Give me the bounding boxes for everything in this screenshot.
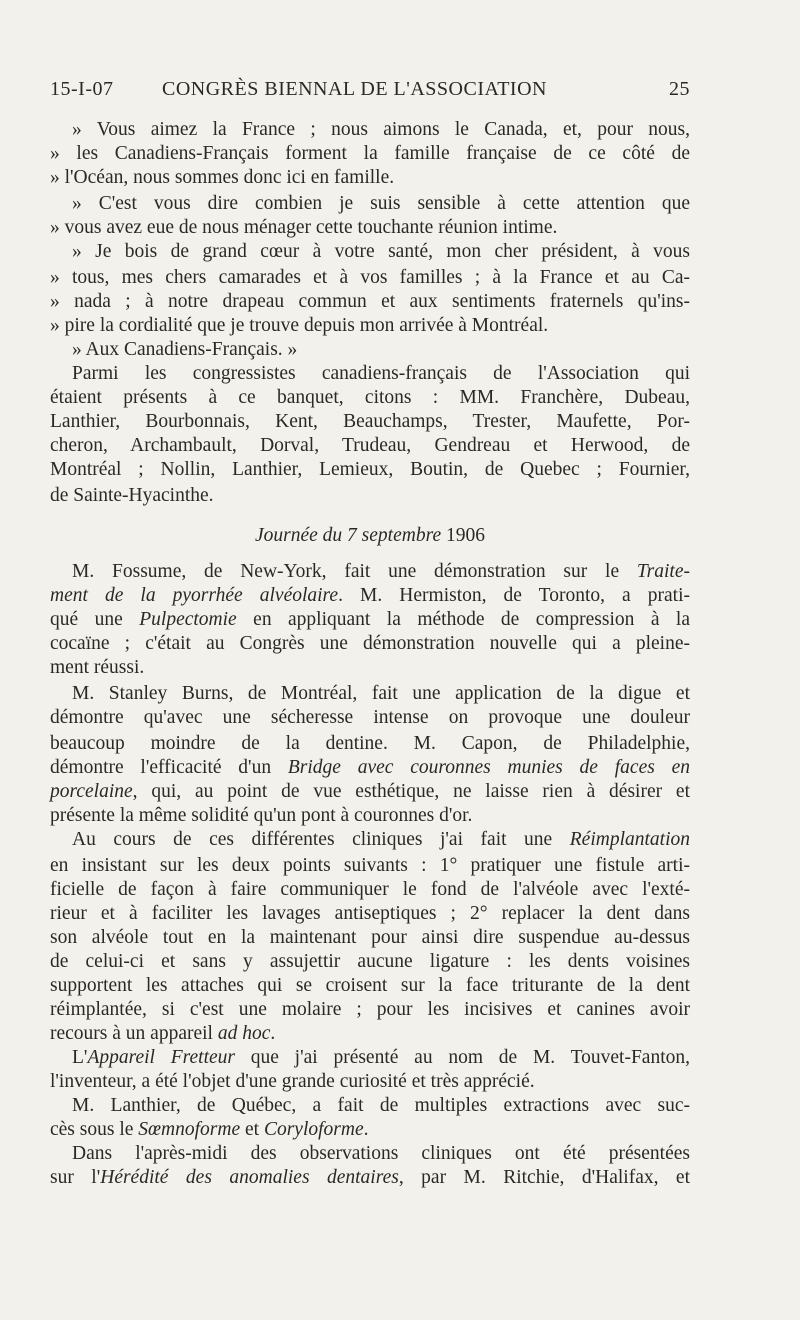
- text-segment: en insistant sur les deux points suivants : 1° pratiquer une fistule arti-: [50, 855, 690, 876]
- italic-text: Sœmnoforme: [138, 1119, 241, 1140]
- text-segment: cocaïne ; c'était au Congrès une démonstration nouvelle qui a pleine-: [50, 633, 690, 654]
- text-segment: supportent les attaches qui se croisent sur la face triturante de la dent: [50, 975, 690, 996]
- text-segment: qué une: [50, 609, 140, 630]
- text-line: [50, 166, 690, 190]
- text-line: [72, 1142, 690, 1166]
- text-segment: étaient présents à ce banquet, citons : MM. Franchère, Dubeau,: [50, 387, 690, 408]
- text-line: [72, 1046, 690, 1070]
- text-segment: Parmi les congressistes canadiens-français de l'Association qui: [72, 363, 690, 384]
- text-segment: L': [72, 1047, 88, 1068]
- italic-text: Coryloforme: [263, 1119, 364, 1140]
- text-segment: 1906: [441, 525, 485, 546]
- italic-text: Réimplantation: [569, 829, 690, 850]
- italic-text: ad hoc: [217, 1023, 271, 1044]
- text-segment: , qui, au point de vue esthétique, ne laisse rien à désirer et: [132, 781, 690, 802]
- text-line: [50, 266, 690, 290]
- text-line: [50, 434, 690, 458]
- text-segment: son alvéole tout en la maintenant pour ainsi dire suspendue au-dessus: [50, 927, 690, 948]
- text-segment: .: [363, 1119, 369, 1140]
- text-segment: » C'est vous dire combien je suis sensible à cette attention que: [72, 193, 690, 214]
- text-line: [72, 240, 690, 264]
- text-segment: cès sous le: [50, 1119, 139, 1140]
- text-segment: .: [270, 1023, 276, 1044]
- text-segment: » Aux Canadiens-Français. »: [72, 339, 298, 360]
- text-segment: » vous avez eue de nous ménager cette touchante réunion intime.: [50, 217, 558, 238]
- text-segment: de Sainte-Hyacinthe.: [50, 485, 214, 506]
- text-segment: » tous, mes chers camarades et à vos familles ; à la France et au Ca-: [50, 267, 690, 288]
- text-segment: de celui-ci et sans y assujettir aucune ligature : les dents voisines: [50, 951, 690, 972]
- text-line: [72, 828, 690, 852]
- text-line: [50, 732, 690, 756]
- text-segment: Montréal ; Nollin, Lanthier, Lemieux, Boutin, de Quebec ; Fournier,: [50, 459, 690, 480]
- text-line: [50, 608, 690, 632]
- text-line: [50, 1166, 690, 1190]
- header-title: CONGRÈS BIENNAL DE L'ASSOCIATION: [162, 78, 547, 100]
- text-line: [50, 290, 690, 314]
- text-segment: rieur et à faciliter les lavages antiseptiques ; 2° replacer la dent dans: [50, 903, 690, 924]
- text-segment: M. Lanthier, de Québec, a fait de multiples extractions avec suc-: [72, 1095, 690, 1116]
- text-line: [50, 974, 690, 998]
- text-line: [50, 1118, 690, 1142]
- text-line: [50, 1070, 690, 1094]
- text-segment: en appliquant la méthode de compression à la: [236, 609, 691, 630]
- text-segment: beaucoup moindre de la dentine. M. Capon, de Philadelphie,: [50, 733, 690, 754]
- running-header: [50, 78, 690, 108]
- text-line: [50, 1022, 690, 1046]
- text-segment: que j'ai présenté au nom de M. Touvet-Fanton,: [234, 1047, 690, 1068]
- text-line: [72, 118, 690, 142]
- text-segment: Lanthier, Bourbonnais, Kent, Beauchamps, Trester, Maufette, Por-: [50, 411, 690, 432]
- text-line: [72, 338, 690, 362]
- text-segment: . M. Hermiston, de Toronto, a prati-: [338, 585, 690, 606]
- italic-text: Journée du 7 septembre: [255, 525, 442, 546]
- text-segment: ficielle de façon à faire communiquer le fond de l'alvéole avec l'exté-: [50, 879, 690, 900]
- text-line: [72, 1094, 690, 1118]
- text-segment: » pire la cordialité que je trouve depuis mon arrivée à Montréal.: [50, 315, 549, 336]
- italic-text: Bridge avec couronnes munies de faces en: [287, 757, 690, 778]
- text-line: [50, 902, 690, 926]
- text-segment: présente la même solidité qu'un pont à couronnes d'or.: [50, 805, 473, 826]
- page-number: 25: [669, 78, 690, 100]
- text-line: [50, 878, 690, 902]
- text-line: [50, 410, 690, 434]
- text-segment: » nada ; à notre drapeau commun et aux sentiments fraternels qu'ins-: [50, 291, 690, 312]
- text-line: [50, 656, 690, 680]
- text-segment: sur l': [50, 1167, 101, 1188]
- text-segment: et: [240, 1119, 264, 1140]
- text-line: [72, 192, 690, 216]
- text-line: [50, 386, 690, 410]
- text-segment: , par M. Ritchie, d'Halifax, et: [398, 1167, 690, 1188]
- italic-text: Appareil Fretteur: [87, 1047, 235, 1068]
- text-line: [50, 756, 690, 780]
- header-date: 15-I-07: [50, 78, 114, 100]
- text-segment: » les Canadiens-Français forment la famille française de ce côté de: [50, 143, 690, 164]
- italic-text: Traite-: [636, 561, 690, 582]
- text-line: [50, 926, 690, 950]
- text-segment: ment réussi.: [50, 657, 145, 678]
- text-line: [50, 484, 690, 508]
- text-segment: M. Stanley Burns, de Montréal, fait une application de la digue et: [72, 683, 690, 704]
- text-line: [50, 780, 690, 804]
- text-segment: cheron, Archambault, Dorval, Trudeau, Gendreau et Herwood, de: [50, 435, 690, 456]
- italic-text: Pulpectomie: [139, 609, 237, 630]
- section-heading: [50, 524, 690, 548]
- text-line: [50, 142, 690, 166]
- text-line: [50, 804, 690, 828]
- text-segment: Au cours de ces différentes cliniques j'ai fait une: [72, 829, 570, 850]
- text-segment: l'inventeur, a été l'objet d'une grande curiosité et très apprécié.: [50, 1071, 535, 1092]
- text-line: [50, 216, 690, 240]
- text-segment: » Je bois de grand cœur à votre santé, mon cher président, à vous: [72, 241, 690, 262]
- text-line: [50, 458, 690, 482]
- text-line: [50, 706, 690, 730]
- italic-text: Hérédité des anomalies dentaires: [100, 1167, 399, 1188]
- text-line: [50, 584, 690, 608]
- italic-text: porcelaine: [50, 781, 133, 802]
- text-line: [72, 362, 690, 386]
- text-line: [50, 950, 690, 974]
- text-segment: M. Fossume, de New-York, fait une démonstration sur le: [72, 561, 637, 582]
- text-line: [50, 854, 690, 878]
- text-segment: » Vous aimez la France ; nous aimons le Canada, et, pour nous,: [72, 119, 690, 140]
- text-segment: démontre l'efficacité d'un: [50, 757, 288, 778]
- text-segment: réimplantée, si c'est une molaire ; pour les incisives et canines avoir: [50, 999, 690, 1020]
- italic-text: ment de la pyorrhée alvéolaire: [50, 585, 339, 606]
- text-segment: démontre qu'avec une sécheresse intense on provoque une douleur: [50, 707, 690, 728]
- text-segment: Dans l'après-midi des observations cliniques ont été présentées: [72, 1143, 690, 1164]
- text-line: [50, 632, 690, 656]
- text-line: [50, 998, 690, 1022]
- text-segment: » l'Océan, nous sommes donc ici en famille.: [50, 167, 395, 188]
- text-line: [72, 682, 690, 706]
- text-line: [72, 560, 690, 584]
- text-segment: recours à un appareil: [50, 1023, 218, 1044]
- text-line: [50, 314, 690, 338]
